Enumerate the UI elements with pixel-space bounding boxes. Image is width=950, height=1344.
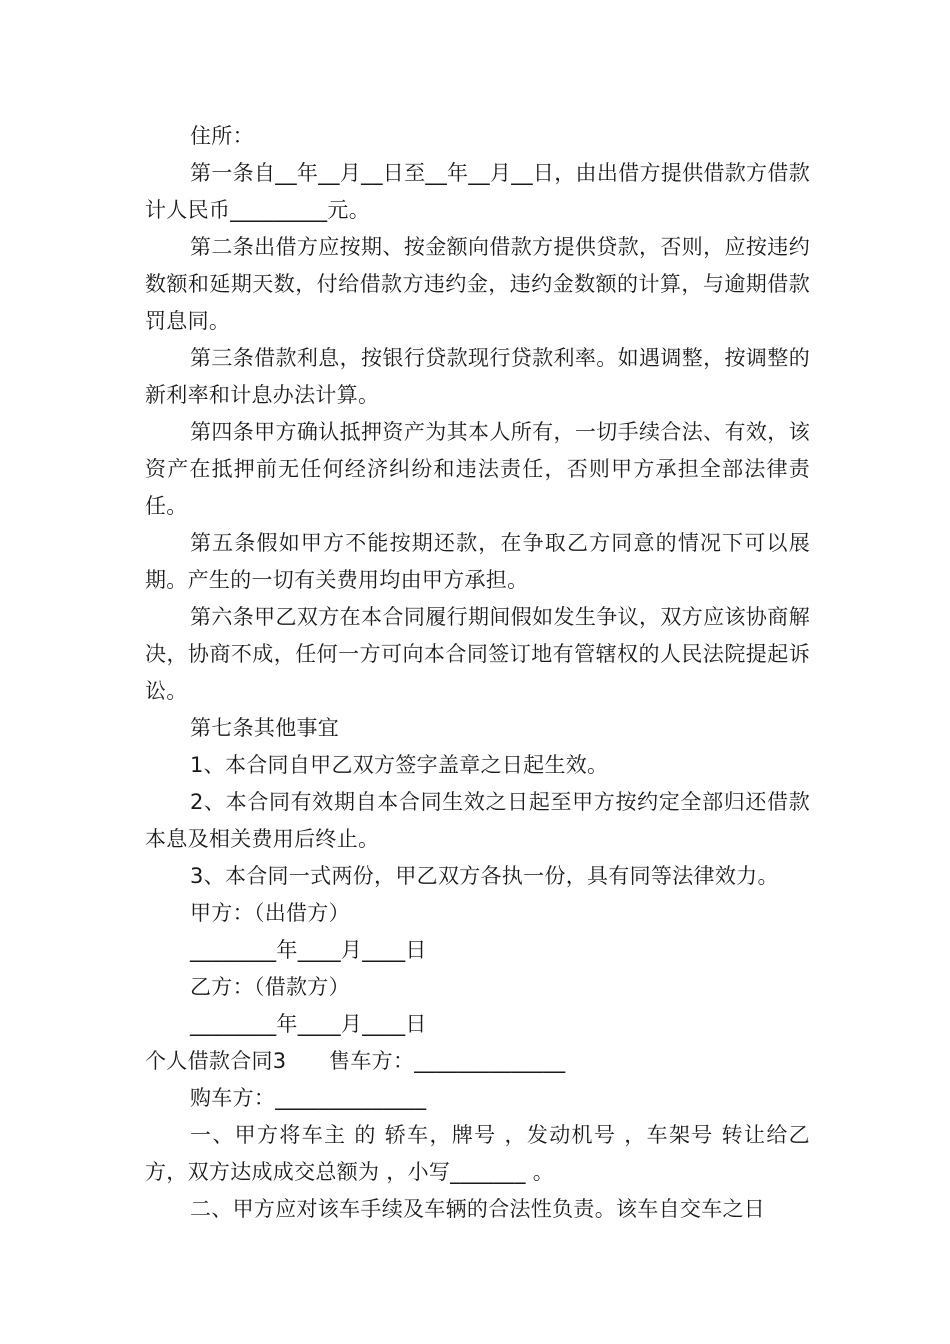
paragraph-clause-1: 一、甲方将车主 的 轿车，牌号 ，发动机号 ，车架号 转让给乙方，双方达成成交总额为 ，小写_______ 。 (145, 1123, 810, 1184)
paragraph-article-6: 第六条甲乙双方在本合同履行期间假如发生争议，双方应该协商解决，协商不成，任何一方可向本合同签订地有管辖权的人民法院提起诉讼。 (145, 605, 810, 703)
paragraph-address: 住所： (190, 124, 254, 148)
paragraph-clause-2: 二、甲方应对该车手续及车辆的合法性负责。该车自交车之日 (190, 1197, 766, 1221)
paragraph-article-7: 第七条其他事宜 (190, 716, 340, 740)
paragraph-buyer: 购车方：______________ (190, 1086, 427, 1110)
paragraph-article-3: 第三条借款利息，按银行贷款现行贷款利率。如遇调整，按调整的新利率和计息办法计算。 (145, 346, 810, 407)
signature-date-b: ________年____月____日 (190, 1012, 427, 1036)
paragraph-item-2: 2、本合同有效期自本合同生效之日起至甲方按约定全部归还借款本息及相关费用后终止。 (145, 790, 810, 851)
paragraph-article-4: 第四条甲方确认抵押资产为其本人所有，一切手续合法、有效，该资产在抵押前无任何经济纠纷和违法责任，否则甲方承担全部法律责任。 (145, 420, 810, 518)
paragraph-article-2: 第二条出借方应按期、按金额向借款方提供贷款，否则，应按违约数额和延期天数，付给借款方违约金，违约金数额的计算，与逾期借款罚息同。 (145, 235, 810, 333)
document-body (145, 118, 810, 1228)
signature-party-b: 乙方：（借款方） (190, 975, 350, 999)
paragraph-article-1: 第一条自__年__月__日至__年__月__日，由出借方提供借款方借款计人民币_________元。 (145, 161, 810, 222)
signature-party-a: 甲方：（出借方） (190, 901, 350, 925)
paragraph-item-3: 3、本合同一式两份，甲乙双方各执一份，具有同等法律效力。 (190, 864, 779, 888)
paragraph-item-1: 1、本合同自甲乙双方签字盖章之日起生效。 (190, 753, 609, 777)
paragraph-article-5: 第五条假如甲方不能按期还款，在争取乙方同意的情况下可以展期。产生的一切有关费用均由甲方承担。 (145, 531, 810, 592)
signature-date-a: ________年____月____日 (190, 938, 427, 962)
contract-3-heading-seller: 个人借款合同3 售车方：______________ (145, 1049, 566, 1073)
